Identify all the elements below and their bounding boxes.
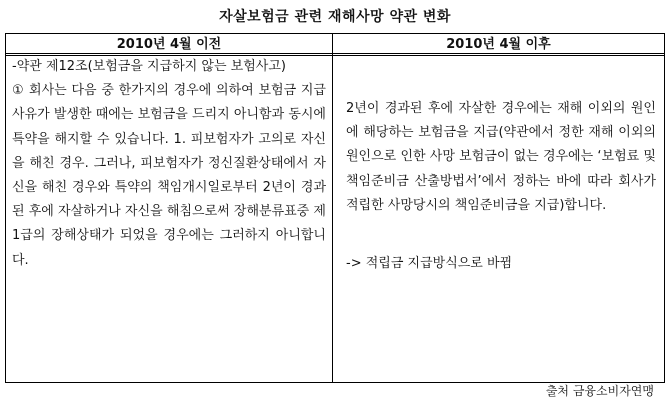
clause-body: ① 회사는 다음 중 한가지의 경우에 의하여 보험금 지급사유가 발생한 때에는 보험금을 드리지 아니함과 동시에 특약을 해지할 수 있습니다. 1. 피보험자가 고의로 자신을 해친 경우. 그러나, 피보험자가 정신질환상태에서 자신을 해친 경우와 특약의 책임개시일로부터 2년이 경과된 후에 자살하거나 자신을 해침으로써 장해분류표중 제1급의 장해상태가 되었을 경우에는 그러하지 아니합니다. (12, 83, 326, 268)
column-header-before: 2010년 4월 이전 (116, 37, 222, 52)
column-divider (332, 34, 333, 382)
comparison-table (5, 33, 665, 383)
page-title: 자살보험금 관련 재해사망 약관 변화 (219, 9, 451, 25)
before-terms-cell (12, 55, 326, 273)
column-header-after: 2010년 4월 이후 (446, 37, 551, 52)
after-terms-cell (346, 97, 656, 276)
source-credit: 출처 금융소비자연맹 (545, 384, 654, 398)
after-body: 2년이 경과된 후에 자살한 경우에는 재해 이외의 원인에 해당하는 보험금을 지급(약관에서 정한 재해 이외의 원인으로 인한 사망 보험금이 없는 경우에는 ‘보험료 및 책임준비금 산출방법서’에서 정하는 바에 따라 회사가 적립한 사망당시의 책임준비금을 지급)합니다. (346, 101, 656, 213)
change-note: -> 적립금 지급방식으로 바뀜 (346, 256, 513, 272)
clause-title: -약관 제12조(보험금을 지급하지 않는 보험사고) (12, 59, 286, 74)
